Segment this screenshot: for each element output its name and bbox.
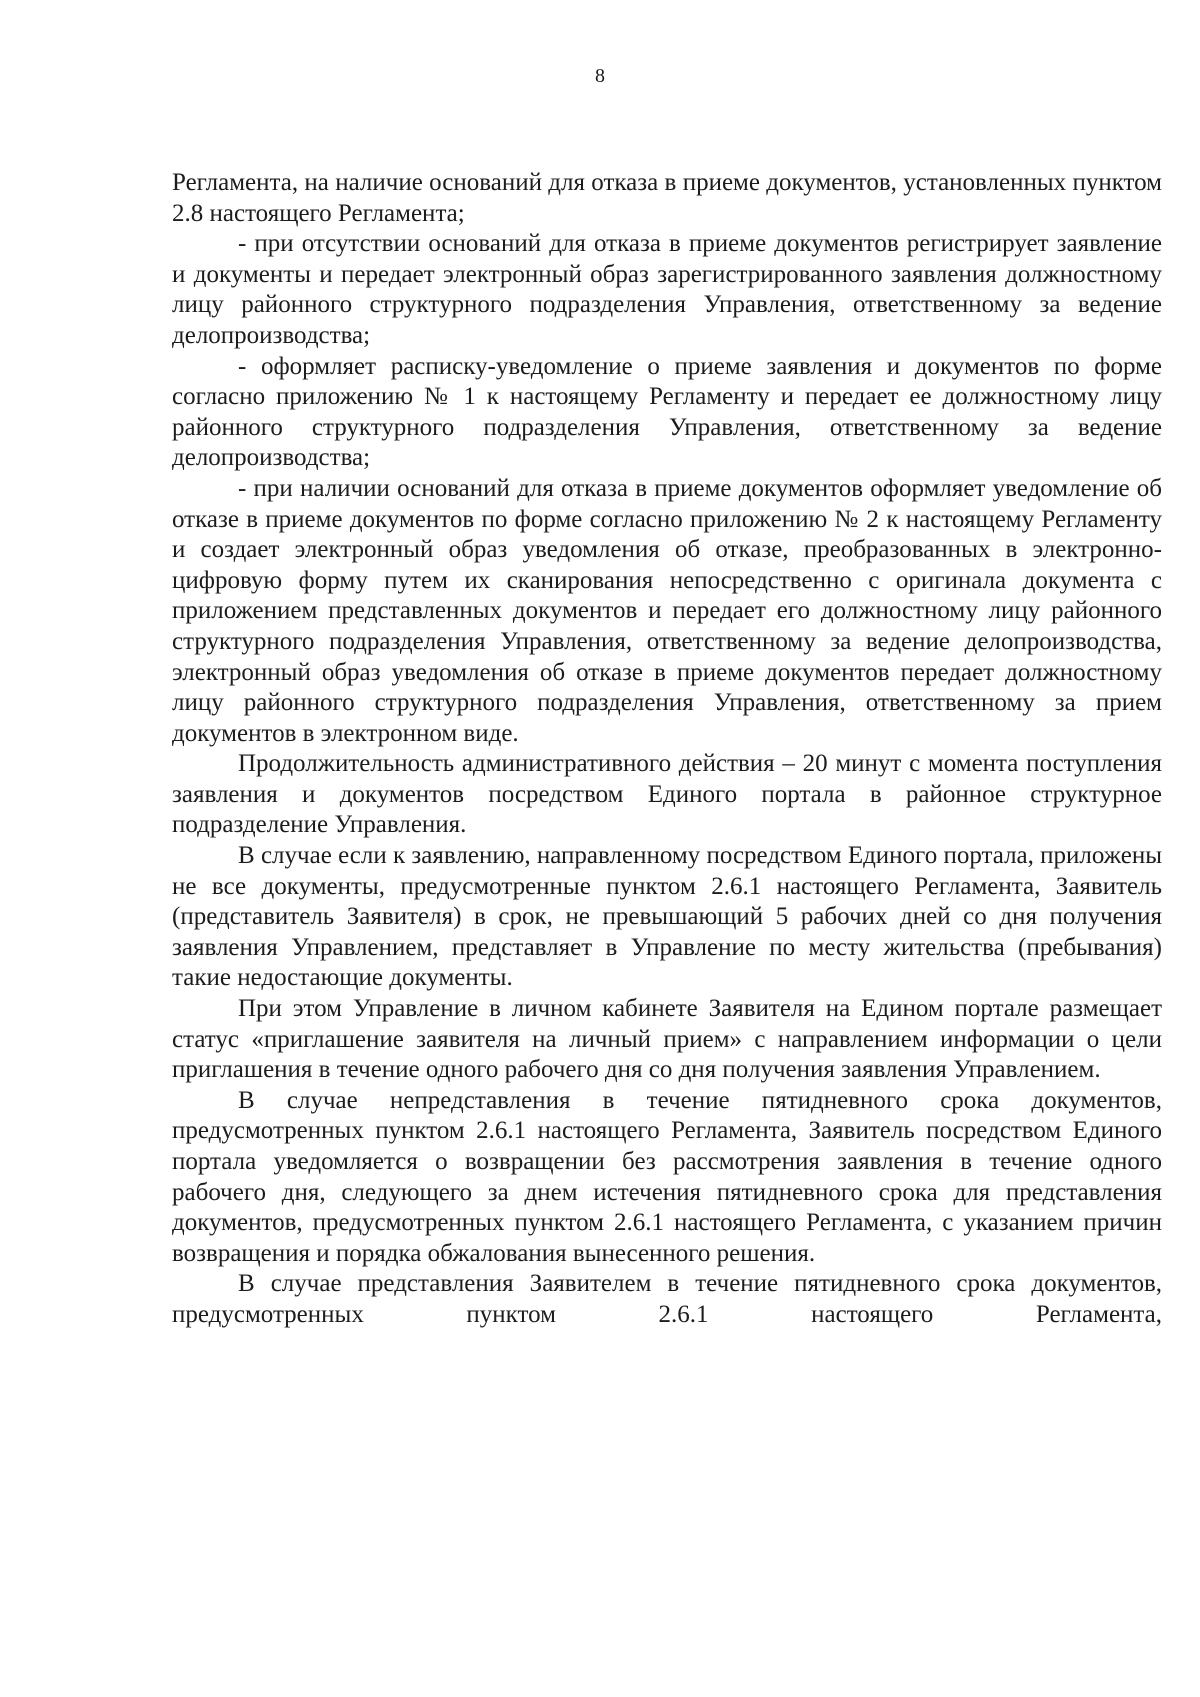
paragraph-3: - оформляет расписку-уведомление о приеме заявления и документов по форме согласно приложению № 1 к настоящему Регламенту и передает ее должностному лицу районного структурного подразделения Управления, ответственному за ведение делопроизводства; (172, 352, 1162, 472)
paragraph-7: При этом Управление в личном кабинете Заявителя на Едином портале размещает статус «приглашение заявителя на личный прием» с направлением информации о цели приглашения в течение одного рабочего дня со дня получения заявления Управлением. (172, 995, 1162, 1084)
paragraph-9: В случае представления Заявителем в течение пятидневного срока документов, предусмотренных пунктом 2.6.1 настоящего Регламента, (172, 1270, 1162, 1328)
paragraph-1: Регламента, на наличие оснований для отказа в приеме документов, установленных пунктом 2.8 настоящего Регламента; (172, 169, 1162, 227)
paragraph-5: Продолжительность административного действия – 20 минут с момента поступления заявления и документов посредством Единого портала в районное структурное подразделение Управления. (172, 750, 1162, 839)
document-body (172, 168, 1162, 1331)
paragraph-8: В случае непредставления в течение пятидневного срока документов, предусмотренных пунктом 2.6.1 настоящего Регламента, Заявитель посредством Единого портала уведомляется о возвращении без рассмотрения заявления в течение одного рабочего дня, следующего за днем истечения пятидневного срока для представления документов, предусмотренных пунктом 2.6.1 настоящего Регламента, с указанием причин возвращения и порядка обжалования вынесенного решения. (172, 1086, 1162, 1267)
paragraph-4: - при наличии оснований для отказа в приеме документов оформляет уведомление об отказе в приеме документов по форме согласно приложению № 2 к настоящему Регламенту и создает электронный образ уведомления об отказе, преобразованных в электронно-цифровую форму путем их сканирования непосредственно с оригинала документа с приложением представленных документов и передает его должностному лицу районного структурного подразделения Управления, ответственному за ведение делопроизводства, электронный образ уведомления об отказе в приеме документов передает должностному лицу районного структурного подразделения Управления, ответственному за прием документов в электронном виде. (172, 474, 1162, 747)
paragraph-6: В случае если к заявлению, направленному посредством Единого портала, приложены не все документы, предусмотренные пунктом 2.6.1 настоящего Регламента, Заявитель (представитель Заявителя) в срок, не превышающий 5 рабочих дней со дня получения заявления Управлением, представляет в Управление по месту жительства (пребывания) такие недостающие документы. (172, 842, 1162, 992)
page-number: 8 (595, 65, 605, 87)
paragraph-2: - при отсутствии оснований для отказа в приеме документов регистрирует заявление и документы и передает электронный образ зарегистрированного заявления должностному лицу районного структурного подразделения Управления, ответственному за ведение делопроизводства; (172, 230, 1162, 349)
